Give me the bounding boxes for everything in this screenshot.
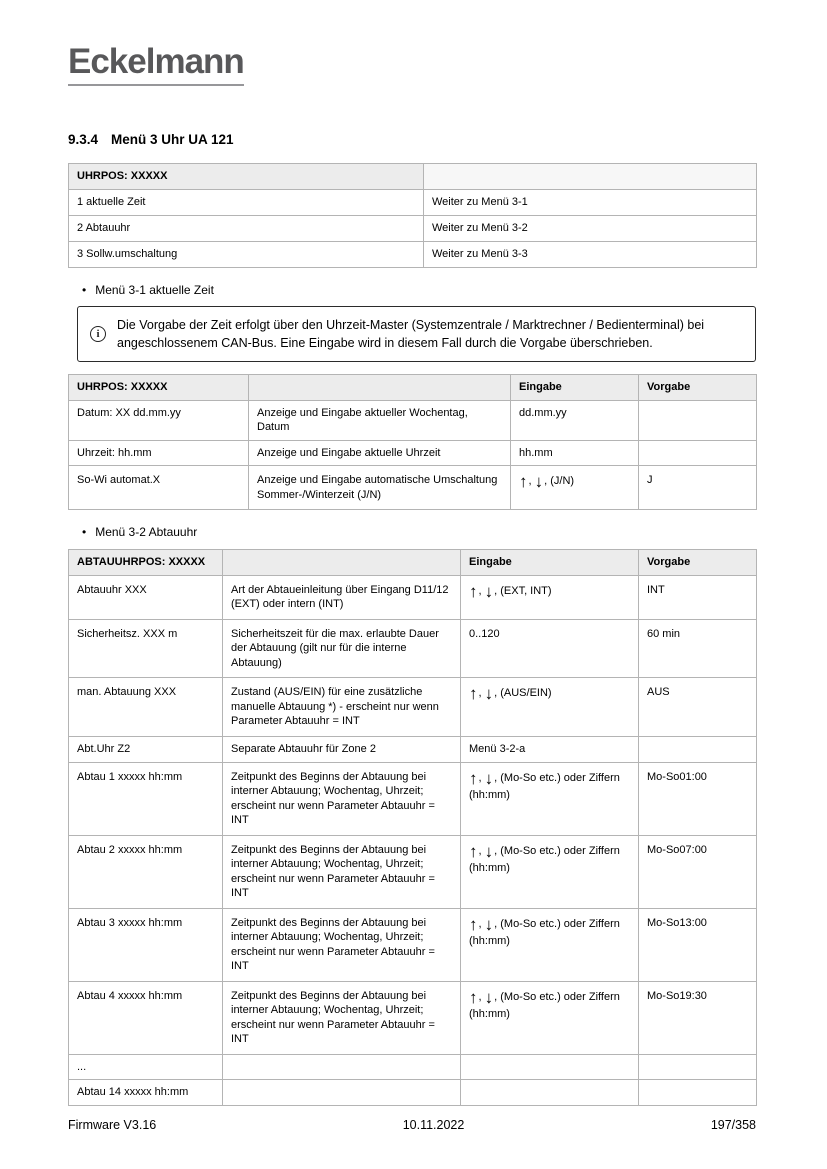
- arrow-down-icon: ↓: [534, 472, 544, 492]
- menu-table-header-row: [69, 164, 757, 190]
- info-note: [77, 306, 756, 362]
- vorgabe-cell: [639, 736, 757, 762]
- footer-date: 10.11.2022: [402, 1118, 465, 1132]
- arrow-down-icon: ↓: [484, 581, 494, 601]
- table-row: [69, 440, 757, 466]
- header-vorgabe: Vorgabe: [639, 550, 757, 576]
- table-row: [69, 981, 757, 1054]
- info-note-text: Die Vorgabe der Zeit erfolgt über den Uhrzeit-Master (Systemzentrale / Marktrechner / Bedienterminal) bei angeschlossenem CAN-Bus. Eine Eingabe wird in diesem Fall durch die Vorgabe überschrieben.: [117, 318, 705, 351]
- arrow-up-icon: ↑: [469, 914, 478, 934]
- info-icon: i: [90, 326, 106, 342]
- table-row: [69, 216, 757, 242]
- header-param: ABTAUUHRPOS: XXXXX: [69, 550, 223, 576]
- description-cell: Art der Abtaueinleitung über Eingang D11/12 (EXT) oder intern (INT): [223, 575, 461, 619]
- abtauuhrpos-table: [68, 549, 757, 1105]
- eingabe-cell: ↑, ↓, (AUS/EIN): [461, 678, 639, 737]
- menu-item-target: Weiter zu Menü 3-1: [424, 190, 757, 216]
- table-row: [69, 1054, 757, 1080]
- page-footer: [68, 1118, 756, 1132]
- arrow-up-icon: ↑: [519, 472, 528, 492]
- eingabe-cell: Menü 3-2-a: [461, 736, 639, 762]
- eingabe-cell: ↑, ↓, (Mo-So etc.) oder Ziffern (hh:mm): [461, 762, 639, 835]
- description-cell: Separate Abtauuhr für Zone 2: [223, 736, 461, 762]
- vorgabe-cell: [639, 440, 757, 466]
- param-cell: Abtau 4 xxxxx hh:mm: [69, 981, 223, 1054]
- vorgabe-cell: Mo-So07:00: [639, 835, 757, 908]
- description-cell: Zeitpunkt des Beginns der Abtauung bei interner Abtauung; Wochentag, Uhrzeit; erscheint nur wenn Parameter Abtauuhr = INT: [223, 835, 461, 908]
- header-description: [249, 375, 511, 401]
- arrow-up-icon: ↑: [469, 987, 478, 1007]
- menu-item-target: Weiter zu Menü 3-2: [424, 216, 757, 242]
- param-cell: Datum: XX dd.mm.yy: [69, 400, 249, 440]
- bullet-label: Menü 3-2 Abtauuhr: [95, 525, 198, 540]
- eingabe-cell: 0..120: [461, 619, 639, 678]
- table-row: [69, 908, 757, 981]
- footer-page-number: 197/358: [710, 1118, 756, 1132]
- menu-item-label: 3 Sollw.umschaltung: [69, 242, 424, 268]
- table-row: [69, 736, 757, 762]
- table-row: [69, 575, 757, 619]
- vorgabe-cell: J: [639, 466, 757, 510]
- eingabe-cell: ↑, ↓, (EXT, INT): [461, 575, 639, 619]
- description-cell: Anzeige und Eingabe automatische Umschaltung Sommer-/Winterzeit (J/N): [249, 466, 511, 510]
- bullet-icon: •: [82, 283, 87, 297]
- param-cell: Abtauuhr XXX: [69, 575, 223, 619]
- param-cell: Abtau 14 xxxxx hh:mm: [69, 1080, 223, 1106]
- arrow-down-icon: ↓: [484, 841, 494, 861]
- param-cell: So-Wi automat.X: [69, 466, 249, 510]
- vorgabe-cell: Mo-So13:00: [639, 908, 757, 981]
- table-row: [69, 400, 757, 440]
- description-cell: Zustand (AUS/EIN) für eine zusätzliche manuelle Abtauung *) - erscheint nur wenn Parameter Abtauuhr = INT: [223, 678, 461, 737]
- arrow-up-icon: ↑: [469, 581, 478, 601]
- description-cell: Anzeige und Eingabe aktuelle Uhrzeit: [249, 440, 511, 466]
- header-param: UHRPOS: XXXXX: [69, 375, 249, 401]
- arrow-down-icon: ↓: [484, 987, 494, 1007]
- param-cell: Abtau 3 xxxxx hh:mm: [69, 908, 223, 981]
- menu-item-label: 1 aktuelle Zeit: [69, 190, 424, 216]
- section-number: 9.3.4: [68, 132, 99, 147]
- table-row: [69, 466, 757, 510]
- eingabe-cell: ↑, ↓, (Mo-So etc.) oder Ziffern (hh:mm): [461, 835, 639, 908]
- header-vorgabe: Vorgabe: [639, 375, 757, 401]
- param-cell: Abtau 1 xxxxx hh:mm: [69, 762, 223, 835]
- description-cell: Sicherheitszeit für die max. erlaubte Dauer der Abtauung (gilt nur für die interne Abtauung): [223, 619, 461, 678]
- bullet-icon: •: [82, 525, 87, 540]
- vorgabe-cell: 60 min: [639, 619, 757, 678]
- menu-table-header-empty: [424, 164, 757, 190]
- table-row: [69, 762, 757, 835]
- menu-item-target: Weiter zu Menü 3-3: [424, 242, 757, 268]
- param-cell: Abtau 2 xxxxx hh:mm: [69, 835, 223, 908]
- section-heading: [68, 132, 756, 147]
- uhrpos-table: [68, 374, 757, 510]
- menu-item-label: 2 Abtauuhr: [69, 216, 424, 242]
- arrow-up-icon: ↑: [469, 684, 478, 704]
- vorgabe-cell: INT: [639, 575, 757, 619]
- section-title: Menü 3 Uhr UA 121: [111, 132, 234, 147]
- vorgabe-cell: [639, 1054, 757, 1080]
- description-cell: [223, 1054, 461, 1080]
- header-eingabe: Eingabe: [511, 375, 639, 401]
- vorgabe-cell: [639, 400, 757, 440]
- eingabe-cell: ↑, ↓, (J/N): [511, 466, 639, 510]
- arrow-up-icon: ↑: [469, 841, 478, 861]
- table-row: [69, 678, 757, 737]
- header-eingabe: Eingabe: [461, 550, 639, 576]
- param-cell: ...: [69, 1054, 223, 1080]
- description-cell: Zeitpunkt des Beginns der Abtauung bei interner Abtauung; Wochentag, Uhrzeit; erscheint nur wenn Parameter Abtauuhr = INT: [223, 762, 461, 835]
- param-cell: Uhrzeit: hh.mm: [69, 440, 249, 466]
- menu-table: [68, 163, 757, 268]
- menu-table-header: UHRPOS: XXXXX: [69, 164, 424, 190]
- description-cell: Zeitpunkt des Beginns der Abtauung bei interner Abtauung; Wochentag, Uhrzeit; erscheint nur wenn Parameter Abtauuhr = INT: [223, 981, 461, 1054]
- vorgabe-cell: Mo-So19:30: [639, 981, 757, 1054]
- eingabe-cell: ↑, ↓, (Mo-So etc.) oder Ziffern (hh:mm): [461, 981, 639, 1054]
- vorgabe-cell: AUS: [639, 678, 757, 737]
- eckelmann-logo: Eckelmann: [68, 44, 244, 86]
- description-cell: Zeitpunkt des Beginns der Abtauung bei interner Abtauung; Wochentag, Uhrzeit; erscheint nur wenn Parameter Abtauuhr = INT: [223, 908, 461, 981]
- param-cell: Sicherheitsz. XXX m: [69, 619, 223, 678]
- description-cell: [223, 1080, 461, 1106]
- table-row: [69, 190, 757, 216]
- arrow-down-icon: ↓: [484, 914, 494, 934]
- param-cell: man. Abtauung XXX: [69, 678, 223, 737]
- param-cell: Abt.Uhr Z2: [69, 736, 223, 762]
- eingabe-cell: hh.mm: [511, 440, 639, 466]
- table-row: [69, 1080, 757, 1106]
- arrow-down-icon: ↓: [484, 768, 494, 788]
- table-row: [69, 619, 757, 678]
- bullet-menu-3-2: [82, 525, 756, 539]
- eingabe-cell: ↑, ↓, (Mo-So etc.) oder Ziffern (hh:mm): [461, 908, 639, 981]
- header-description: [223, 550, 461, 576]
- bullet-label: Menü 3-1 aktuelle Zeit: [95, 283, 214, 297]
- bullet-menu-3-1: [82, 283, 756, 297]
- vorgabe-cell: [639, 1080, 757, 1106]
- footer-firmware-version: Firmware V3.16: [68, 1118, 157, 1132]
- table-header-row: [69, 550, 757, 576]
- arrow-up-icon: ↑: [469, 768, 478, 788]
- vorgabe-cell: Mo-So01:00: [639, 762, 757, 835]
- eingabe-cell: dd.mm.yy: [511, 400, 639, 440]
- eingabe-cell: [461, 1054, 639, 1080]
- table-header-row: [69, 375, 757, 401]
- table-row: [69, 835, 757, 908]
- eingabe-cell: [461, 1080, 639, 1106]
- arrow-down-icon: ↓: [484, 684, 494, 704]
- table-row: [69, 242, 757, 268]
- description-cell: Anzeige und Eingabe aktueller Wochentag, Datum: [249, 400, 511, 440]
